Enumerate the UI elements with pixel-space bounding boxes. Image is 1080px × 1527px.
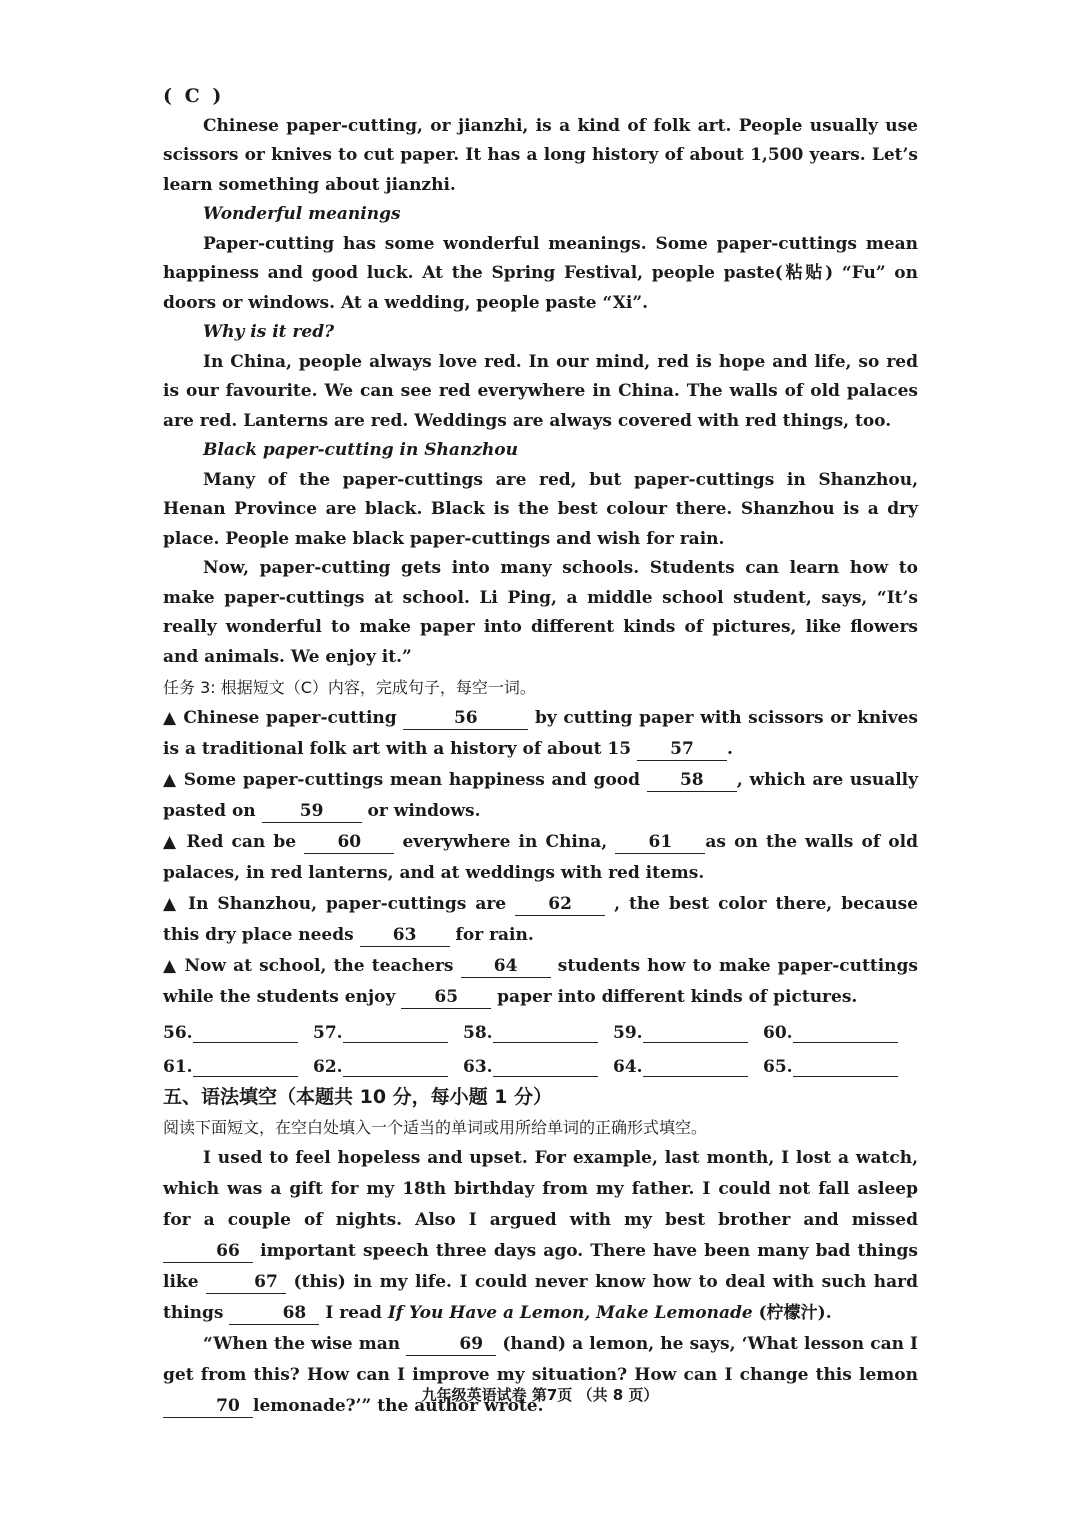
paragraph-text: I read [325, 1303, 382, 1323]
item-text: students how to make paper-cuttings while the students enjoy [163, 956, 918, 1007]
answer-line[interactable] [643, 1024, 748, 1043]
item-text: Now at school, the teachers [184, 956, 454, 976]
paragraph-meanings: Paper-cutting has some wonderful meanings. Some paper-cuttings mean happiness and good luck. At the Spring Festival, people paste(粘贴) “Fu” on doors or windows. At a wedding, people paste “Xi”. [163, 233, 918, 313]
passage-intro: Chinese paper-cutting, or jianzhi, is a kind of folk art. People usually use scissors or knives to cut paper. It has a long history of about 1,500 years. Let’s learn something about jianzhi. [163, 115, 918, 195]
answer-number: 59. [613, 1023, 643, 1043]
item-text: or windows. [367, 801, 481, 821]
answer-number: 56. [163, 1023, 193, 1043]
grammar-paragraph-2 [163, 1329, 918, 1422]
page-footer: 九年级英语试卷 第7页 （共 8 页） [421, 1386, 659, 1404]
blank-69[interactable]: 69 [406, 1333, 496, 1356]
subheading-why-red: Why is it red? [203, 322, 335, 342]
paragraph-text: (hand) a lemon, he says, ‘What lesson can I get from this? How can I improve my situation? How can I change this lemon [163, 1334, 919, 1385]
paragraph-text: important speech three days ago. There have been many bad things like [163, 1241, 918, 1292]
task3-item-5 [163, 951, 918, 1013]
item-text: everywhere in China, [402, 832, 608, 852]
paragraph-text: “When the wise man [203, 1334, 401, 1354]
blank-70[interactable]: 70 [163, 1395, 253, 1418]
blank-66[interactable]: 66 [163, 1240, 253, 1263]
triangle-bullet-icon: ▲ [163, 832, 179, 852]
blank-65[interactable]: 65 [401, 986, 491, 1009]
paragraph-text: lemonade?’” the author wrote. [253, 1396, 544, 1416]
answer-line[interactable] [493, 1058, 598, 1077]
answer-61[interactable] [163, 1051, 313, 1077]
paragraph-schools: Now, paper-cutting gets into many schools. Students can learn how to make paper-cuttings at school. Li Ping, a middle school student, says, “It’s really wonderful to make paper into different kinds of pictures, like flowers and animals. We enjoy it.” [163, 558, 918, 667]
item-text: , the best color there, because this dry place needs [163, 894, 919, 945]
grammar-paragraph-1 [163, 1143, 918, 1329]
item-text: , which are usually pasted on [163, 770, 919, 821]
item-text: paper into different kinds of pictures. [497, 987, 858, 1007]
task3-item-3 [163, 827, 918, 889]
paragraph-shanzhou: Many of the paper-cuttings are red, but paper-cuttings in Shanzhou, Henan Province are black. Black is the best colour there. Shanzhou is a dry place. People make black paper-cuttings and wish for rain. [163, 469, 918, 549]
item-text: by cutting paper with scissors or knives is a traditional folk art with a history of about 15 [163, 708, 918, 759]
answer-56[interactable] [163, 1017, 313, 1043]
item-text: Red can be [186, 832, 297, 852]
blank-63[interactable]: 63 [360, 924, 450, 947]
blank-60[interactable]: 60 [304, 831, 394, 854]
answer-line[interactable] [193, 1058, 298, 1077]
triangle-bullet-icon: ▲ [163, 894, 180, 914]
passage-label: ( C ) [163, 85, 225, 107]
answer-57[interactable] [313, 1017, 463, 1043]
answer-62[interactable] [313, 1051, 463, 1077]
answer-number: 62. [313, 1057, 343, 1077]
blank-57[interactable]: 57 [637, 738, 727, 761]
answer-64[interactable] [613, 1051, 763, 1077]
answer-line[interactable] [343, 1024, 448, 1043]
blank-62[interactable]: 62 [515, 893, 605, 916]
section5-instruction: 阅读下面短文，在空白处填入一个适当的单词或用所给单词的正确形式填空。 [163, 1118, 708, 1137]
task3-title: 任务 3: 根据短文（C）内容，完成句子，每空一词。 [163, 678, 536, 697]
answer-grid [163, 1017, 918, 1077]
blank-59[interactable]: 59 [262, 800, 362, 823]
answer-line[interactable] [643, 1058, 748, 1077]
triangle-bullet-icon: ▲ [163, 708, 177, 728]
answer-number: 58. [463, 1023, 493, 1043]
task3-item-4 [163, 889, 918, 951]
answer-line[interactable] [343, 1058, 448, 1077]
blank-68[interactable]: 68 [229, 1302, 319, 1325]
answer-63[interactable] [463, 1051, 613, 1077]
answer-line[interactable] [793, 1058, 898, 1077]
answer-60[interactable] [763, 1017, 913, 1043]
answer-line[interactable] [193, 1024, 298, 1043]
answer-65[interactable] [763, 1051, 913, 1077]
answer-58[interactable] [463, 1017, 613, 1043]
answer-number: 60. [763, 1023, 793, 1043]
blank-64[interactable]: 64 [461, 955, 551, 978]
subheading-shanzhou: Black paper-cutting in Shanzhou [203, 440, 519, 460]
item-text: . [727, 739, 733, 759]
page-content [163, 82, 918, 1422]
answer-59[interactable] [613, 1017, 763, 1043]
answer-number: 64. [613, 1057, 643, 1077]
paragraph-text: I used to feel hopeless and upset. For example, last month, I lost a watch, which was a gift for my 18th birthday from my father. I could not fall asleep for a couple of nights. Also I argued with my best brother and missed [163, 1148, 918, 1230]
subheading-wonderful-meanings: Wonderful meanings [203, 204, 401, 224]
blank-58[interactable]: 58 [647, 769, 737, 792]
answer-number: 63. [463, 1057, 493, 1077]
item-text: In Shanzhou, paper-cuttings are [188, 894, 507, 914]
answer-line[interactable] [493, 1024, 598, 1043]
answer-line[interactable] [793, 1024, 898, 1043]
section5-title: 五、语法填空（本题共 10 分，每小题 1 分） [163, 1086, 553, 1108]
triangle-bullet-icon: ▲ [163, 770, 177, 790]
blank-61[interactable]: 61 [615, 831, 705, 854]
item-text: Some paper-cuttings mean happiness and good [183, 770, 641, 790]
answer-number: 65. [763, 1057, 793, 1077]
answer-number: 61. [163, 1057, 193, 1077]
blank-67[interactable]: 67 [206, 1271, 286, 1294]
item-text: as on the walls of old palaces, in red lanterns, and at weddings with red items. [163, 832, 918, 883]
blank-56[interactable]: 56 [403, 707, 528, 730]
book-title: If You Have a Lemon, Make Lemonade [387, 1303, 753, 1323]
paragraph-text: (this) in my life. I could never know how to deal with such hard things [163, 1272, 919, 1323]
paragraph-text: (柠檬汁). [758, 1303, 832, 1323]
item-text: for rain. [455, 925, 534, 945]
task3-item-2 [163, 765, 918, 827]
task3-item-1 [163, 703, 918, 765]
item-text: Chinese paper-cutting [183, 708, 397, 728]
answer-number: 57. [313, 1023, 343, 1043]
paragraph-red: In China, people always love red. In our mind, red is hope and life, so red is our favourite. We can see red everywhere in China. The walls of old palaces are red. Lanterns are red. Weddings are always covered with red things, too. [163, 351, 918, 431]
triangle-bullet-icon: ▲ [163, 956, 178, 976]
